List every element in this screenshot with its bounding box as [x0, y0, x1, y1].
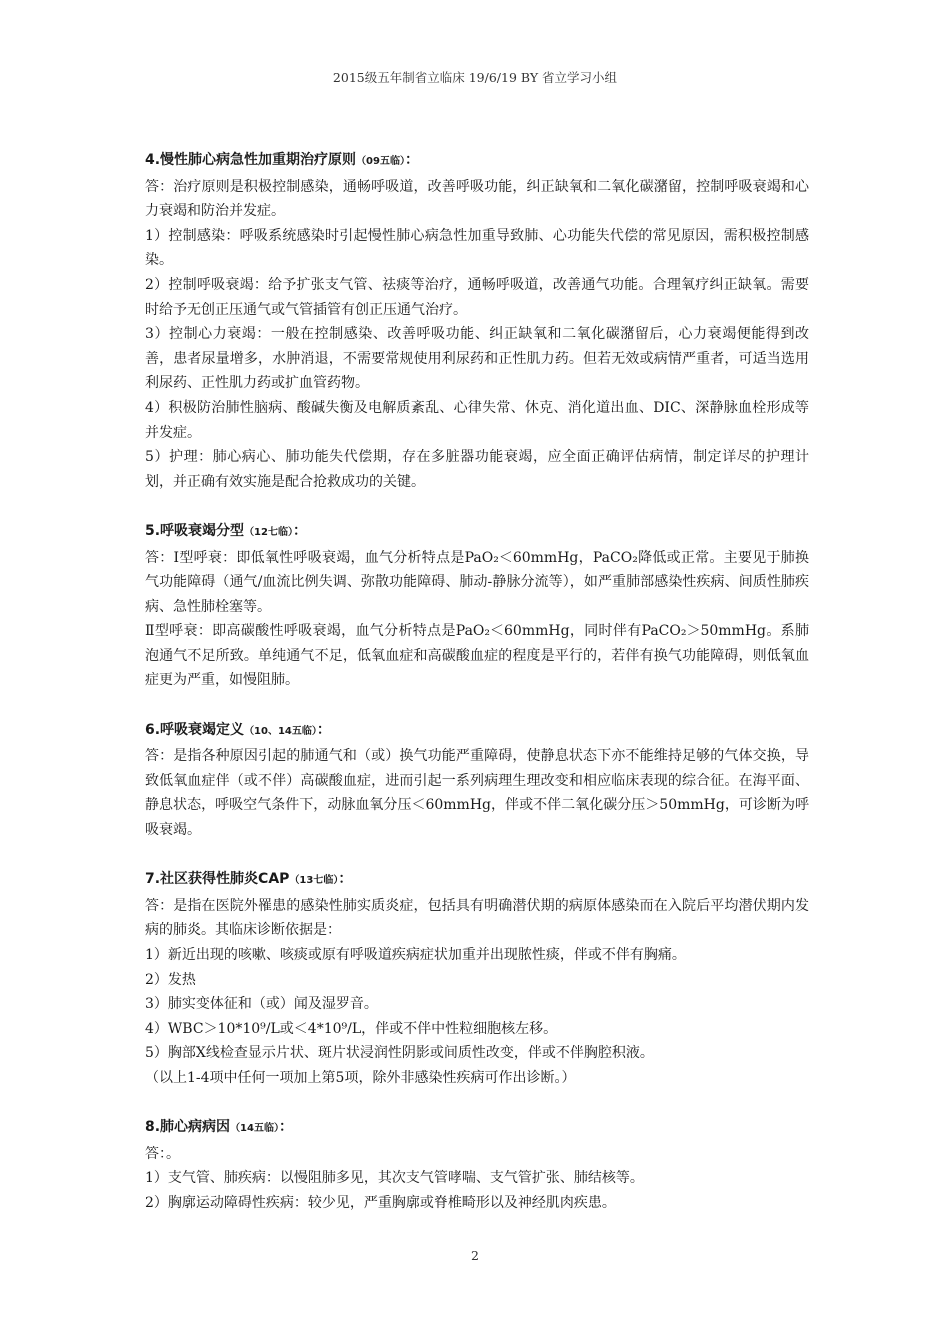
paragraph: 答：。	[145, 1145, 180, 1162]
section-note: （14五临）	[230, 1123, 279, 1135]
section-colon: ：	[316, 721, 331, 738]
paragraph: 答：是指在医院外罹患的感染性肺实质炎症，包括具有明确潜伏期的病原体感染而在入院后平均潜伏期内发病的肺炎。其临床诊断依据是：	[145, 897, 809, 939]
section-7	[145, 867, 809, 1090]
section-note: （13七临）	[289, 875, 339, 887]
paragraph: 答：治疗原则是积极控制感染，通畅呼吸道，改善呼吸功能，纠正缺氧和二氧化碳潴留，控制呼吸衰竭和心力衰竭和防治并发症。	[145, 178, 809, 220]
paragraph: 3）控制心力衰竭：一般在控制感染、改善呼吸功能、纠正缺氧和二氧化碳潴留后，心力衰竭便能得到改善，患者尿量增多，水肿消退，不需要常规使用利尿药和正性肌力药。但若无效或病情严重者，可适当选用利尿药、正性肌力药或扩血管药物。	[145, 326, 809, 392]
section-title-text: 6.呼吸衰竭定义	[145, 721, 245, 738]
paragraph: 4）积极防治肺性脑病、酸碱失衡及电解质紊乱、心律失常、休克、消化道出血、DIC、深静脉血栓形成等并发症。	[145, 399, 809, 441]
section-6	[145, 718, 809, 843]
section-title-text: 5.呼吸衰竭分型	[145, 522, 245, 539]
section-8	[145, 1115, 809, 1215]
paragraph: Ⅱ型呼衰：即高碳酸性呼吸衰竭，血气分析特点是PaO₂＜60mmHg，同时伴有PaCO₂＞50mmHg。系肺泡通气不足所致。单纯通气不足，低氧血症和高碳酸血症的程度是平行的，若伴有换气功能障碍，则低氧血症更为严重，如慢阻肺。	[145, 623, 809, 689]
paragraph: 答：I型呼衰：即低氧性呼吸衰竭，血气分析特点是PaO₂＜60mmHg，PaCO₂降低或正常。主要见于肺换气功能障碍（通气/血流比例失调、弥散功能障碍、肺动-静脉分流等），如严重肺部感染性疾病、间质性肺疾病、急性肺栓塞等。	[145, 549, 809, 615]
section-title-text: 7.社区获得性肺炎CAP	[145, 871, 290, 888]
paragraph: 4）WBC＞10*10⁹/L或＜4*10⁹/L，伴或不伴中性粒细胞核左移。	[145, 1020, 558, 1037]
paragraph: 答：是指各种原因引起的肺通气和（或）换气功能严重障碍，使静息状态下亦不能维持足够的气体交换，导致低氧血症伴（或不伴）高碳酸血症，进而引起一系列病理生理改变和相应临床表现的综合征。在海平面、静息状态，呼吸空气条件下，动脉血氧分压＜60mmHg，伴或不伴二氧化碳分压＞50mmHg，可诊断为呼吸衰竭。	[145, 748, 809, 839]
section-note: （12七临）	[244, 526, 293, 538]
section-title	[145, 718, 809, 745]
paragraph: 5）护理：肺心病心、肺功能失代偿期，存在多脏器功能衰竭，应全面正确评估病情，制定详尽的护理计划，并正确有效实施是配合抢救成功的关键。	[145, 449, 809, 490]
document-body	[145, 148, 809, 1216]
section-title-text: 4.慢性肺心病急性加重期治疗原则	[145, 152, 357, 168]
section-title-text: 8.肺心病病因	[145, 1119, 231, 1136]
section-4	[145, 148, 809, 494]
paragraph: 1）支气管、肺疾病：以慢阻肺多见，其次支气管哮喘、支气管扩张、肺结核等。	[145, 1170, 644, 1187]
page-header: 2015级五年制省立临床 19/6/19 BY 省立学习小组	[332, 70, 618, 85]
section-colon: ：	[338, 871, 353, 888]
section-colon: ：	[278, 1119, 293, 1136]
section-title	[145, 867, 809, 894]
section-title	[145, 148, 809, 175]
section-note: （10、14五临）	[244, 725, 317, 737]
section-note: （09五临）	[356, 156, 405, 167]
paragraph: 5）胸部X线检查显示片状、斑片状浸润性阴影或间质性改变，伴或不伴胸腔积液。	[145, 1045, 654, 1062]
paragraph: 2）发热	[145, 971, 196, 988]
section-title	[145, 519, 809, 546]
paragraph: 1）新近出现的咳嗽、咳痰或原有呼吸道疾病症状加重并出现脓性痰，伴或不伴有胸痛。	[145, 947, 686, 963]
paragraph: 1）控制感染：呼吸系统感染时引起慢性肺心病急性加重导致肺、心功能失代偿的常见原因，需积极控制感染。	[145, 227, 809, 269]
section-title	[145, 1115, 809, 1142]
paragraph: 3）肺实变体征和（或）闻及湿罗音。	[145, 996, 378, 1013]
paragraph: 2）控制呼吸衰竭：给予扩张支气管、祛痰等治疗，通畅呼吸道，改善通气功能。合理氧疗纠正缺氧。需要时给予无创正压通气或气管插管有创正压通气治疗。	[145, 276, 809, 318]
paragraph: 2）胸廓运动障碍性疾病：较少见，严重胸廓或脊椎畸形以及神经肌肉疾患。	[145, 1194, 616, 1211]
section-colon: ：	[404, 152, 419, 168]
section-5	[145, 519, 809, 693]
page-number: 2	[471, 1248, 479, 1263]
section-colon: ：	[292, 522, 307, 539]
paragraph: （以上1-4项中任何一项加上第5项，除外非感染性疾病可作出诊断。）	[145, 1069, 576, 1086]
